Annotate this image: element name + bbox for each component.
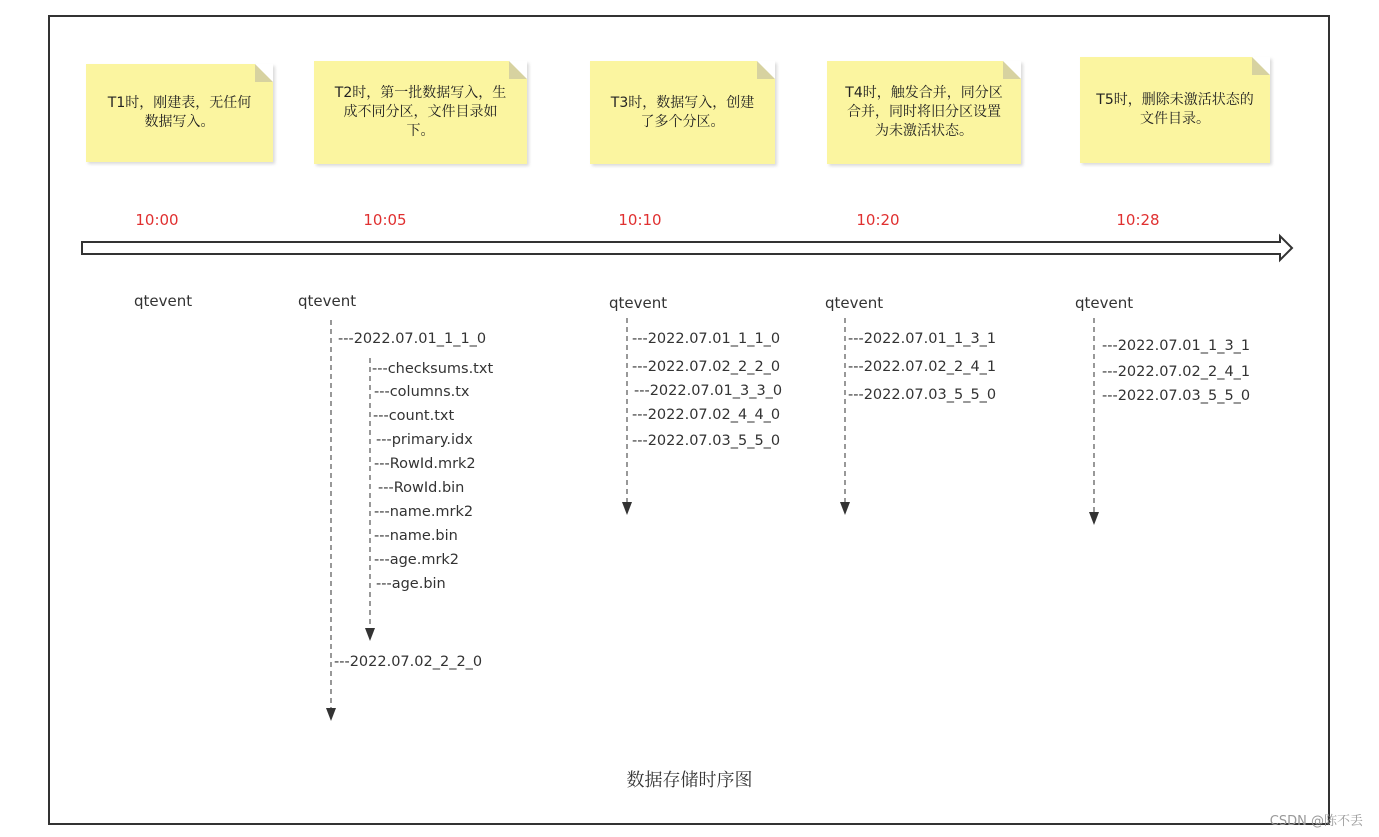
time-label-t3: 10:10 (618, 211, 662, 229)
note-t5-text: T5时，删除未激活状态的文件目录。 (1096, 92, 1254, 127)
t2-file: ---RowId.bin (378, 480, 465, 496)
t2-file: ---primary.idx (376, 432, 473, 448)
t3-partition: ---2022.07.01_3_3_0 (634, 383, 783, 399)
time-label-t5: 10:28 (1116, 211, 1160, 229)
t2-file: ---name.mrk2 (374, 504, 474, 520)
note-t2-text: T2时，第一批数据写入，生成不同分区，文件目录如下。 (334, 85, 507, 139)
t5-partition: ---2022.07.03_5_5_0 (1102, 388, 1251, 404)
root-t2: qtevent (298, 292, 357, 310)
t3-arrow-head (622, 502, 632, 515)
t2-arrow-head (326, 708, 336, 721)
watermark: CSDN @陈不丢 (1269, 814, 1363, 829)
t5-partition: ---2022.07.01_1_3_1 (1102, 338, 1251, 354)
t3-partition: ---2022.07.02_2_2_0 (632, 359, 781, 375)
t2-file: ---checksums.txt (372, 361, 494, 377)
root-t1: qtevent (134, 292, 193, 310)
t2-partition: ---2022.07.02_2_2_0 (334, 654, 483, 670)
note-t4-text: T4时，触发合并，同分区合并，同时将旧分区设置为未激活状态。 (845, 85, 1003, 139)
t2-file: ---age.mrk2 (374, 552, 460, 568)
t2-file: ---columns.tx (374, 384, 470, 400)
t5-partition: ---2022.07.02_2_4_1 (1102, 364, 1251, 380)
t5-arrow-head (1089, 512, 1099, 525)
t4-partition: ---2022.07.02_2_4_1 (848, 359, 997, 375)
t3-partition: ---2022.07.02_4_4_0 (632, 407, 781, 423)
time-label-t1: 10:00 (135, 211, 179, 229)
t2-file: ---age.bin (376, 576, 446, 592)
t2-file: ---RowId.mrk2 (374, 456, 476, 472)
t2-partition: ---2022.07.01_1_1_0 (338, 331, 487, 347)
root-t5: qtevent (1075, 294, 1134, 312)
t2-file: ---name.bin (374, 528, 458, 544)
t4-arrow-head (840, 502, 850, 515)
t4-partition: ---2022.07.01_1_3_1 (848, 331, 997, 347)
t2-file: ---count.txt (373, 408, 455, 424)
note-t3-text: T3时，数据写入，创建了多个分区。 (610, 94, 755, 130)
diagram-caption: 数据存储时序图 (626, 770, 753, 791)
root-t3: qtevent (609, 294, 668, 312)
note-t1-text: T1时，刚建表，无任何数据写入。 (107, 95, 252, 130)
t4-partition: ---2022.07.03_5_5_0 (848, 387, 997, 403)
t2-sub-arrow-head (365, 628, 375, 641)
timeline-arrow (82, 236, 1292, 260)
time-label-t2: 10:05 (363, 211, 407, 229)
t3-partition: ---2022.07.01_1_1_0 (632, 331, 781, 347)
root-t4: qtevent (825, 294, 884, 312)
time-label-t4: 10:20 (856, 211, 900, 229)
t3-partition: ---2022.07.03_5_5_0 (632, 433, 781, 449)
